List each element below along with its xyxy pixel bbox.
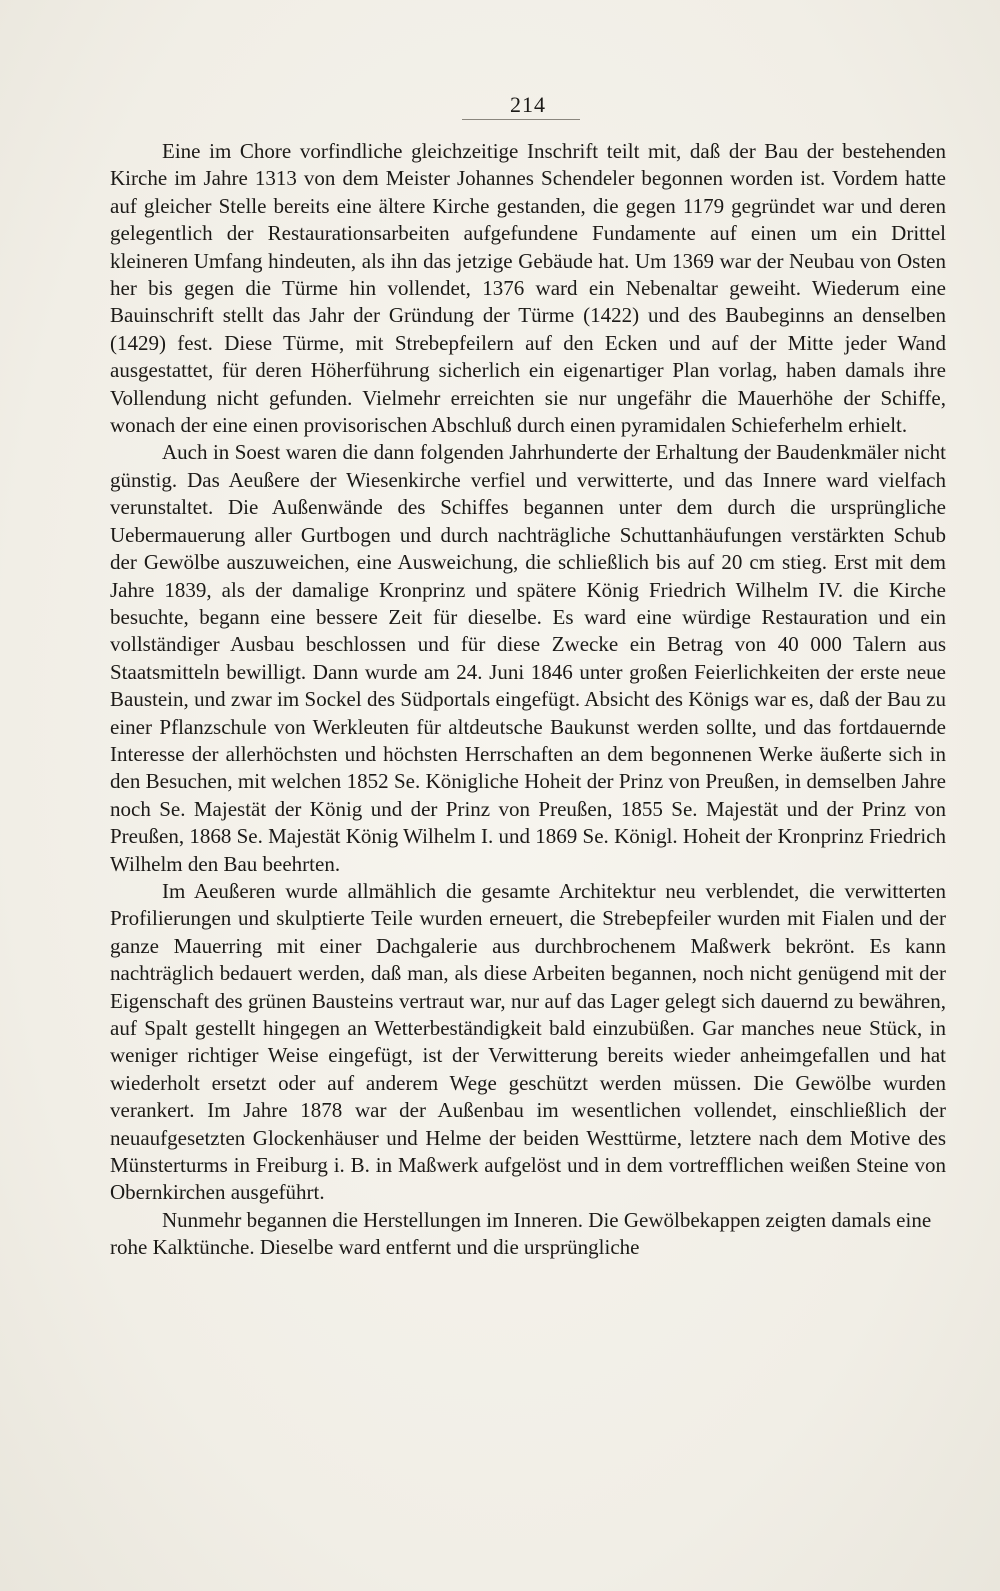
page-number: 214 bbox=[510, 92, 546, 117]
paragraph-2: Auch in Soest waren die dann folgenden Jahrhunderte der Erhaltung der Baudenkmäler nicht günstig. Das Aeußere der Wiesenkirche verfiel und verwitterte, und das Innere ward vielfach verunstaltet. Die Außenwände des Schiffes begannen unter dem durch die ursprüngliche Uebermauerung aller Gurtbogen und durch nachträgliche Schuttanhäufungen verstärkten Schub der Gewölbe auszuweichen, eine Ausweichung, die schließlich bis auf 20 cm stieg. Erst mit dem Jahre 1839, als der damalige Kronprinz und spätere König Friedrich Wilhelm IV. die Kirche besuchte, begann eine bessere Zeit für dieselbe. Es ward eine würdige Restauration und ein vollständiger Ausbau beschlossen und für diese Zwecke ein Betrag von 40 000 Talern aus Staatsmitteln bewilligt. Dann wurde am 24. Juni 1846 unter großen Feierlichkeiten der erste neue Baustein, und zwar im Sockel des Südportals eingefügt. Absicht des Königs war es, daß der Bau zu einer Pflanzschule von Werkleuten für altdeutsche Baukunst werden sollte, und das fortdauernde Interesse der allerhöchsten und höchsten Herrschaften an dem begonnenen Werke äußerte sich in den Besuchen, mit welchen 1852 Se. Königliche Hoheit der Prinz von Preußen, in demselben Jahre noch Se. Majestät der König und der Prinz von Preußen, 1855 Se. Majestät und der Prinz von Preußen, 1868 Se. Majestät König Wilhelm I. und 1869 Se. Königl. Hoheit der Kronprinz Friedrich Wilhelm den Bau beehrten. bbox=[110, 440, 946, 876]
page-number-rule bbox=[462, 119, 580, 120]
paragraph-4: Nunmehr begannen die Herstellungen im Inneren. Die Gewölbekappen zeigten damals eine rohe Kalktünche. Dieselbe ward entfernt und die ursprüngliche bbox=[110, 1207, 932, 1260]
paragraph-1: Eine im Chore vorfindliche gleichzeitige Inschrift teilt mit, daß der Bau der bestehenden Kirche im Jahre 1313 von dem Meister Johannes Schendeler begonnen worden ist. Vordem hatte auf gleicher Stelle bereits eine ältere Kirche gestanden, die gegen 1179 gegründet war und deren gelegentlich der Restaurationsarbeiten aufgefundene Fundamente auf einen um ein Drittel kleineren Umfang hindeuten, als ihn das jetzige Gebäude hat. Um 1369 war der Neubau von Osten her bis gegen die Türme hin vollendet, 1376 ward ein Nebenaltar geweiht. Wiederum eine Bauinschrift stellt das Jahr der Gründung der Türme (1422) und des Baubeginns an denselben (1429) fest. Diese Türme, mit Strebepfeilern auf den Ecken und auf der Mitte jeder Wand ausgestattet, für deren Höherführung sicherlich ein eigenartiger Plan vorlag, haben damals ihre Vollendung nicht gefunden. Vielmehr erreichten sie nur ungefähr die Mauerhöhe der Schiffe, wonach der eine einen provisorischen Abschluß durch einen pyramidalen Schieferhelm erhielt. bbox=[110, 139, 946, 438]
paragraph-3: Im Aeußeren wurde allmählich die gesamte Architektur neu verblendet, die verwitterten Profilierungen und skulptierte Teile wurden erneuert, die Strebepfeiler wurden mit Fialen und der ganze Mauerring mit einer Dachgalerie aus durchbrochenem Maßwerk bekrönt. Es kann nachträglich bedauert werden, daß man, als diese Arbeiten begannen, noch nicht genügend mit der Eigenschaft des grünen Bausteins vertraut war, nur auf das Lager gelegt sich dauernd zu bewähren, auf Spalt gestellt hingegen an Wetterbeständigkeit bald einzubüßen. Gar manches neue Stück, in weniger richtiger Weise eingefügt, ist der Verwitterung bereits wieder anheimgefallen und hat wiederholt ersetzt oder auf anderem Wege geschützt werden müssen. Die Gewölbe wurden verankert. Im Jahre 1878 war der Außenbau im wesentlichen vollendet, einschließlich der neuaufgesetzten Glockenhäuser und Helme der beiden Westtürme, letztere nach dem Motive des Münsterturms in Freiburg i. B. in Maßwerk aufgelöst und in dem vortrefflichen weißen Steine von Obernkirchen ausgeführt. bbox=[110, 878, 946, 1205]
body-text bbox=[110, 138, 946, 1262]
